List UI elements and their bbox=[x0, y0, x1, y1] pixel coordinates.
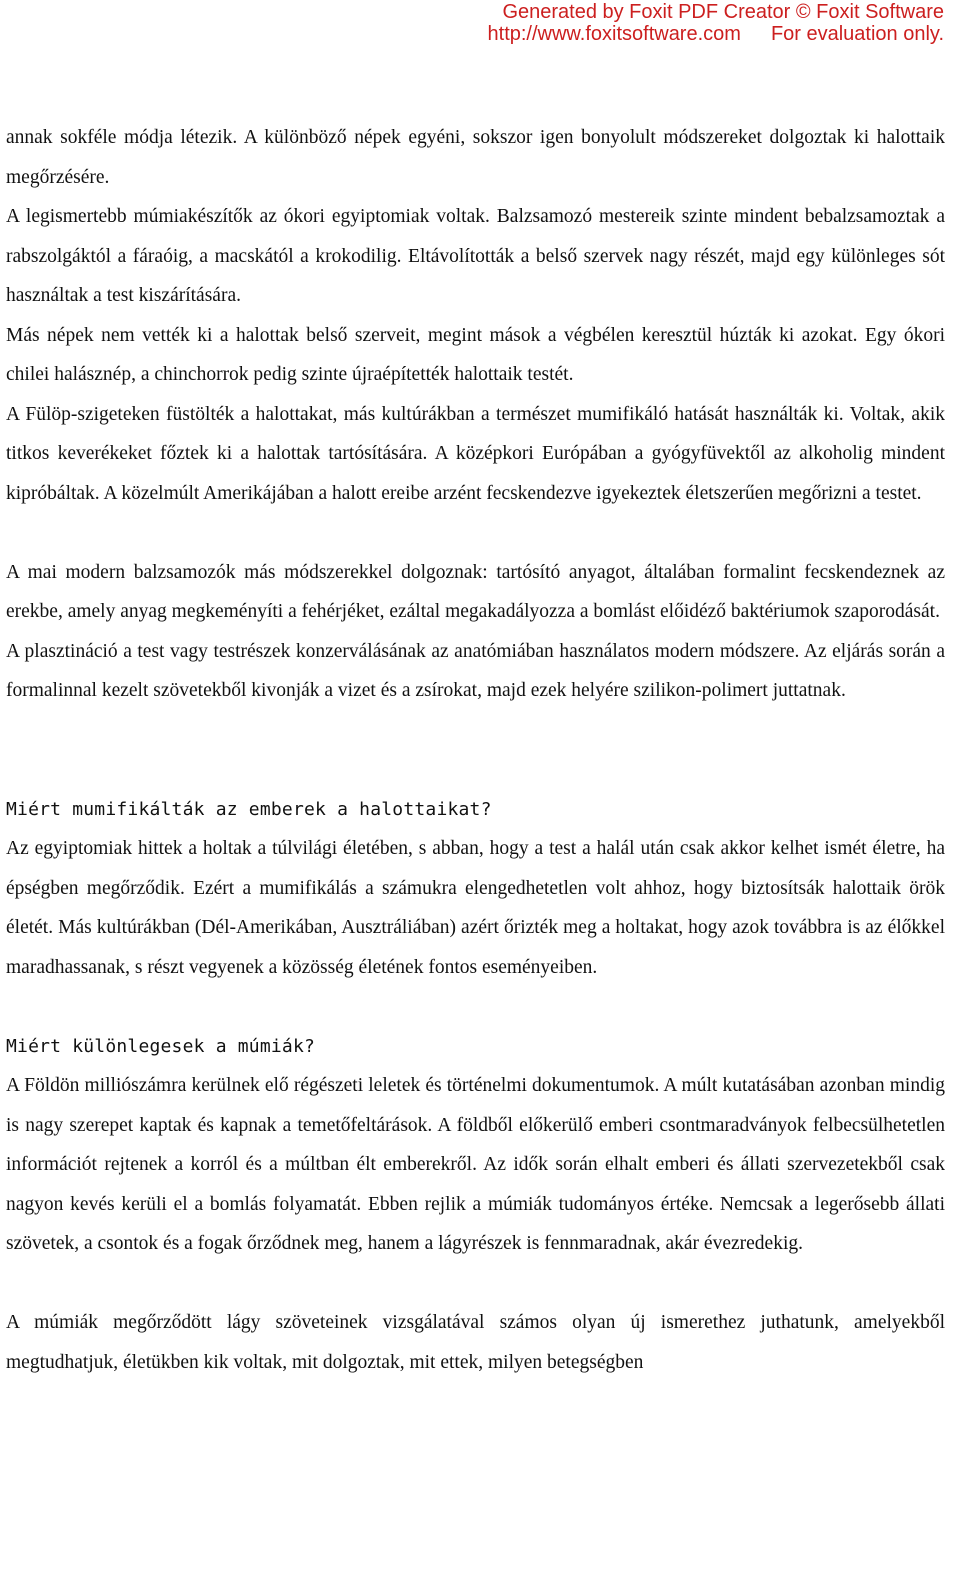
paragraph: A mai modern balzsamozók más módszerekkel dolgoznak: tartósító anyagot, általában formalint fecskendeznek az erekbe, amely anyag megkeményíti a fehérjéket, ezáltal megakadályozza a bomlást előidéző baktériumok szaporodását. bbox=[6, 561, 945, 622]
watermark-url: http://www.foxitsoftware.com bbox=[487, 23, 741, 45]
paragraph: A legismertebb múmiakészítők az ókori egyiptomiak voltak. Balzsamozó mestereik szinte mindent bebalzsamoztak a rabszolgáktól a fáraóig, a macskától a krokodilig. Eltávolították a belső szervek nagy részét, majd egy különleges sót használtak a test kiszárítására. bbox=[6, 206, 945, 306]
paragraph: annak sokféle módja létezik. A különböző népek egyéni, sokszor igen bonyolult módszereket dolgoztak ki halottaik megőrzésére. bbox=[6, 127, 945, 188]
foxit-watermark bbox=[488, 1, 944, 45]
paragraph-spacer bbox=[6, 1264, 945, 1304]
section-heading: Miért mumifikálták az emberek a halottaikat? bbox=[6, 798, 492, 820]
watermark-note: For evaluation only. bbox=[770, 23, 944, 45]
paragraph: Más népek nem vették ki a halottak belső szerveit, megint mások a végbélen keresztül húzták ki azokat. Egy ókori chilei halásznép, a chinchorrok pedig szinte újraépítették halottaik testét. bbox=[6, 324, 945, 385]
paragraph-spacer bbox=[6, 987, 945, 1027]
paragraph: A plasztináció a test vagy testrészek konzerválásának az anatómiában használatos modern módszere. Az eljárás során a formalinnal kezelt szövetekből kivonják a vizet és a zsírokat, majd ezek helyére szilikon-polimert juttatnak. bbox=[6, 640, 945, 701]
section-heading: Miért különlegesek a múmiák? bbox=[6, 1035, 316, 1057]
paragraph: Az egyiptomiak hittek a holtak a túlvilági életében, s abban, hogy a test a halál után csak akkor kelhet ismét életre, ha épségben megőrződik. Ezért a mumifikálás a számukra elengedhetetlen volt ahhoz, hogy biztosítsák halottaik örök életét. Más kultúrákban (Dél-Amerikában, Ausztráliában) azért őrizték meg a holtakat, hogy azok továbbra is az élőkkel maradhassanak, s részt vegyenek a közösség életének fontos eseményeiben. bbox=[6, 838, 945, 978]
watermark-title: Generated by Foxit PDF Creator © Foxit Software bbox=[502, 1, 944, 23]
paragraph-spacer bbox=[6, 513, 945, 553]
paragraph: A Fülöp-szigeteken füstölték a halottakat, más kultúrákban a természet mumifikáló hatását használták ki. Voltak, akik titkos keverékeket főztek ki a halottak tartósítására. A középkori Európában a gyógyfüvektől az alkoholig mindent kipróbáltak. A közelmúlt Amerikájában a halott ereibe arzént fecskendezve igyekeztek életszerűen megőrizni a testet. bbox=[6, 403, 945, 504]
paragraph: A múmiák megőrződött lágy szöveteinek vizsgálatával számos olyan új ismerethez juthatunk, amelyekből megtudhatjuk, életükben kik voltak, mit dolgoztak, mit ettek, milyen betegségben bbox=[6, 1312, 945, 1373]
watermark-line-2 bbox=[488, 23, 944, 45]
document-body bbox=[6, 118, 945, 1382]
paragraph: A Földön milliószámra kerülnek elő régészeti leletek és történelmi dokumentumok. A múlt kutatásában azonban mindig is nagy szerepet kaptak és kapnak a temetőfeltárások. A földből előkerülő emberi csontmaradványok felbecsülhetetlen információt rejtenek a korról és a múltban élt emberekről. Az idők során elhalt emberi és állati szervezetekből csak nagyon kevés kerüli el a bomlás folyamatát. Ebben rejlik a múmiák tudományos értéke. Nemcsak a legerősebb állati szövetek, a csontok és a fogak őrződnek meg, hanem a lágyrészek is fennmaradnak, akár évezredekig. bbox=[6, 1075, 945, 1254]
section-spacer bbox=[6, 711, 945, 790]
